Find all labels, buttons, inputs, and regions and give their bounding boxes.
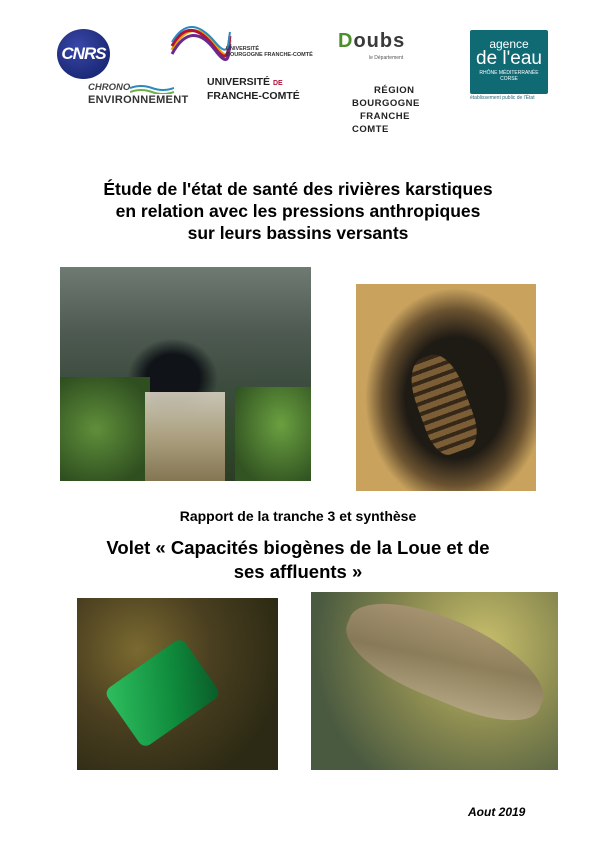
volet-line-2: ses affluents »	[233, 561, 363, 582]
volet-title	[40, 536, 556, 584]
environnement-logo-text: ENVIRONNEMENT	[88, 94, 189, 106]
ubfc-logo-text	[226, 46, 316, 58]
karst-spring-photo	[60, 267, 311, 481]
region-line-4: COMTE	[352, 124, 389, 135]
shrimp-photo	[356, 284, 536, 491]
region-logo	[352, 84, 420, 136]
title-line-1: Étude de l'état de santé des rivières karstiques	[103, 179, 493, 199]
title-line-3: sur leurs bassins versants	[187, 223, 409, 243]
report-date: Aout 2019	[468, 805, 526, 819]
report-title	[40, 178, 556, 244]
chrono-logo-text: CHRONO	[88, 82, 131, 93]
ufc-line-2: FRANCHE-COMTÉ	[207, 90, 300, 102]
ufc-line-1: UNIVERSITÉ	[207, 76, 271, 88]
doubs-text: oubs	[353, 30, 406, 52]
agence-eau-logo	[470, 30, 548, 94]
agence-line-2: de l'eau	[476, 48, 542, 69]
region-line-3: FRANCHE	[360, 111, 410, 122]
ufc-de: DE	[272, 80, 283, 87]
chrono-wave-icon	[130, 84, 174, 94]
doubs-d: D	[338, 30, 354, 52]
ubfc-wave-logo	[170, 20, 232, 62]
doubs-subtitle: le Département	[369, 55, 404, 61]
agence-line-3: RHÔNE MÉDITERRANÉE CORSE	[479, 70, 539, 82]
doubs-logo	[338, 30, 405, 53]
algae-bottle-photo	[77, 598, 278, 770]
title-line-2: en relation avec les pressions anthropiques	[115, 201, 481, 221]
ubfc-line-2: BOURGOGNE FRANCHE-COMTÉ	[226, 52, 313, 58]
ufc-logo	[207, 76, 300, 102]
region-line-1: RÉGION	[374, 85, 415, 96]
grayling-fish-photo	[311, 592, 558, 770]
region-line-2: BOURGOGNE	[352, 98, 420, 109]
volet-line-1: Volet « Capacités biogènes de la Loue et de	[106, 537, 490, 558]
cnrs-logo	[57, 29, 110, 79]
report-subtitle: Rapport de la tranche 3 et synthèse	[179, 508, 417, 524]
cnrs-logo-text: CNRS	[61, 44, 106, 63]
ubfc-line-1: UNIVERSITÉ	[226, 46, 260, 52]
agence-subtitle: établissement public de l'État	[470, 95, 535, 101]
agence-line-1: agence	[489, 37, 529, 51]
